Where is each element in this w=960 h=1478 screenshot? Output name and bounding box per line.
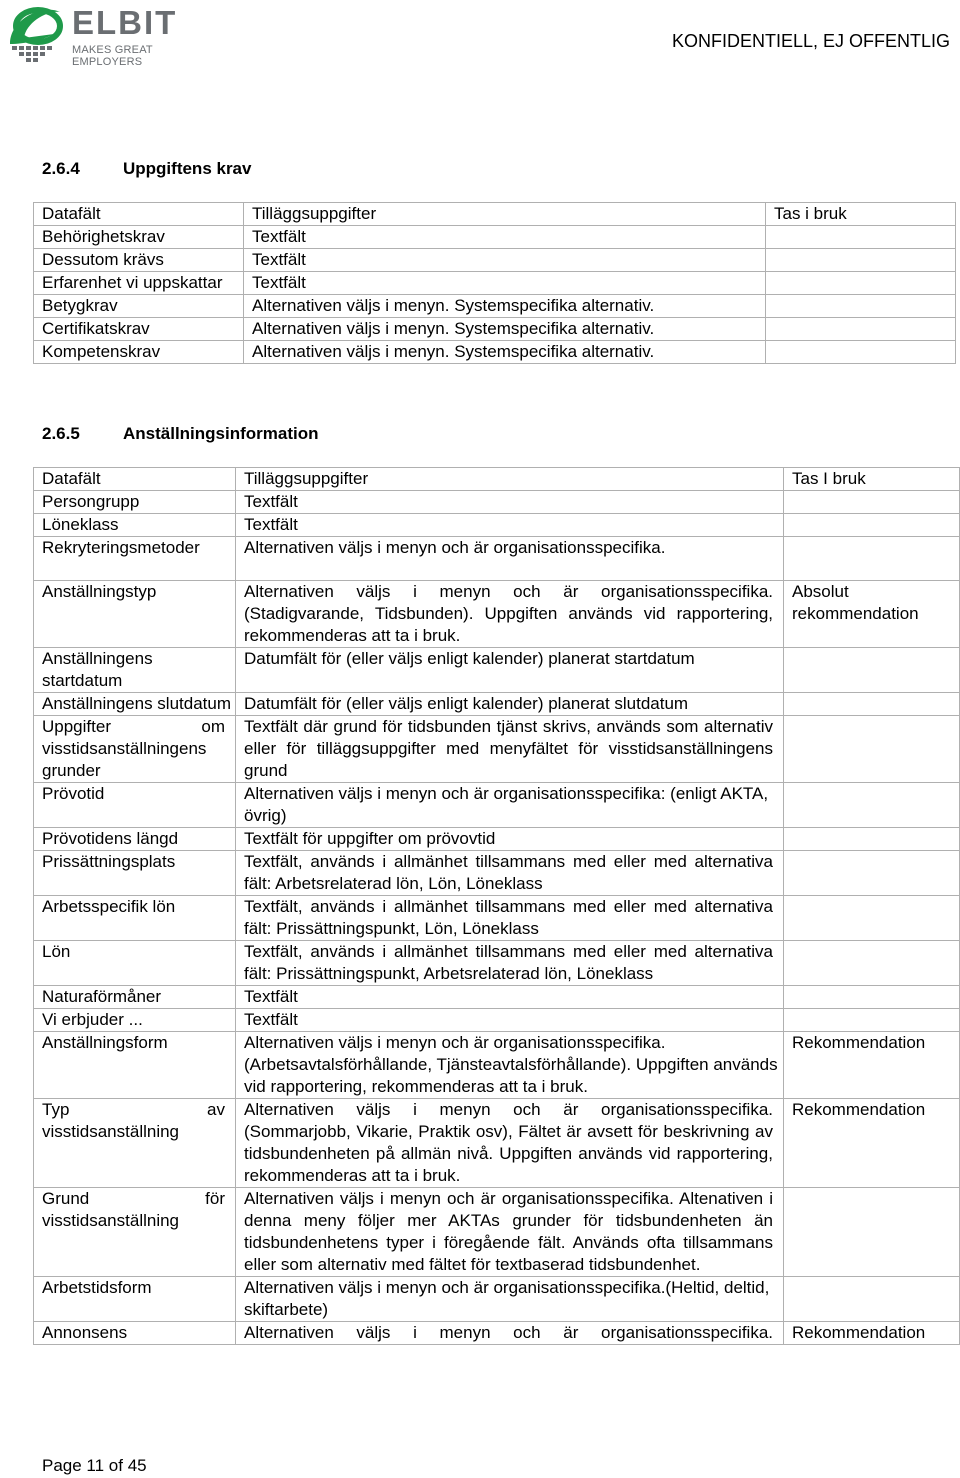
header-cell: Datafält — [34, 203, 244, 226]
field-usage — [784, 491, 960, 514]
employment-info-table — [33, 467, 960, 1345]
field-name: Behörighetskrav — [34, 226, 244, 249]
field-name: Arbetsspecifik lön — [34, 896, 236, 941]
field-usage — [784, 514, 960, 537]
field-description: Textfält — [244, 226, 766, 249]
table-row — [34, 828, 960, 851]
section-heading-2-6-4 — [42, 159, 251, 179]
field-description: Textfält för uppgifter om prövovtid — [236, 828, 784, 851]
field-name: Prövotid — [34, 783, 236, 828]
field-name: Grund för visstidsanställning — [34, 1188, 236, 1277]
field-name: Rekryteringsmetoder — [34, 537, 236, 581]
field-usage — [784, 828, 960, 851]
section-number: 2.6.5 — [42, 424, 80, 443]
field-description: Textfält, används i allmänhet tillsammans med eller med alternativa fält: Prissättningspunkt, Arbetsrelaterad lön, Löneklass — [236, 941, 784, 986]
field-description: Alternativen väljs i menyn och är organisationsspecifika. — [236, 537, 784, 581]
table-row — [34, 318, 956, 341]
field-name: Anställningens startdatum — [34, 648, 236, 693]
elbit-logo — [4, 4, 224, 68]
table-row — [34, 491, 960, 514]
field-description: Textfält — [236, 491, 784, 514]
field-description: Alternativen väljs i menyn och är organisationsspecifika. Altenativen i denna meny följer mer AKTAs grunder för tidsbundenheten än tidsbundenhetens typer i föregående fält. Används ofta tillsammans eller som alternativ med fältet för textbaserad tidsbundenhet. — [236, 1188, 784, 1277]
field-name: Typ av visstidsanställning — [34, 1099, 236, 1188]
field-description: Datumfält för (eller väljs enligt kalender) planerat startdatum — [236, 648, 784, 693]
table-row — [34, 1099, 960, 1188]
field-name: Prövotidens längd — [34, 828, 236, 851]
field-name: Löneklass — [34, 514, 236, 537]
field-usage — [766, 318, 956, 341]
field-usage — [766, 272, 956, 295]
field-usage — [784, 537, 960, 581]
table-row — [34, 341, 956, 364]
field-name: Vi erbjuder ... — [34, 1009, 236, 1032]
field-name: Uppgifter om visstidsanställningens grunder — [34, 716, 236, 783]
section-heading-2-6-5 — [42, 424, 319, 444]
field-name: Prissättningsplats — [34, 851, 236, 896]
field-name: Anställningsform — [34, 1032, 236, 1099]
table-row — [34, 986, 960, 1009]
table-row — [34, 941, 960, 986]
field-description: Alternativen väljs i menyn och är organisationsspecifika: (enligt AKTA, övrig) — [236, 783, 784, 828]
table-row — [34, 226, 956, 249]
table-row — [34, 648, 960, 693]
table-row — [34, 1277, 960, 1322]
page-number: Page 11 of 45 — [42, 1456, 147, 1475]
field-usage — [766, 341, 956, 364]
logo-wordmark: ELBIT — [72, 4, 178, 41]
header-cell: Tilläggsuppgifter — [244, 203, 766, 226]
field-description: Alternativen väljs i menyn och är organisationsspecifika. (Stadigvarande, Tidsbunden). Uppgiften används vid rapportering, rekommenderas att ta i bruk. — [236, 581, 784, 648]
field-name: Erfarenhet vi uppskattar — [34, 272, 244, 295]
field-usage — [784, 1277, 960, 1322]
field-description: Textfält — [244, 272, 766, 295]
field-name: Lön — [34, 941, 236, 986]
field-name: Arbetstidsform — [34, 1277, 236, 1322]
table-row — [34, 693, 960, 716]
field-description: Alternativen väljs i menyn och är organisationsspecifika. (Sommarjobb, Vikarie, Praktik osv), Fältet är avsett för beskrivning av tidsbundenheten på allmän nivå. Uppgiften används vid rapportering, rekommenderas att ta i bruk. — [236, 1099, 784, 1188]
field-usage — [784, 648, 960, 693]
field-usage — [766, 249, 956, 272]
field-name: Anställningens slutdatum — [34, 693, 236, 716]
header-cell: Datafält — [34, 468, 236, 491]
field-usage: Rekommendation — [784, 1032, 960, 1099]
field-name: Kompetenskrav — [34, 341, 244, 364]
field-name: Naturaförmåner — [34, 986, 236, 1009]
field-name: Certifikatskrav — [34, 318, 244, 341]
table-row — [34, 1322, 960, 1345]
table-row — [34, 1188, 960, 1277]
field-name: Dessutom krävs — [34, 249, 244, 272]
field-description: Alternativen väljs i menyn. Systemspecifika alternativ. — [244, 318, 766, 341]
field-description: Textfält där grund för tidsbunden tjänst skrivs, används som alternativ eller för tilläggsuppgifter med menyfältet för visstidsanställningens grund — [236, 716, 784, 783]
field-description: Datumfält för (eller väljs enligt kalender) planerat slutdatum — [236, 693, 784, 716]
table-row — [34, 851, 960, 896]
field-usage — [784, 896, 960, 941]
section-number: 2.6.4 — [42, 159, 80, 178]
table-header-row — [34, 203, 956, 226]
field-description: Textfält — [244, 249, 766, 272]
table-row — [34, 249, 956, 272]
field-usage: Rekommendation — [784, 1099, 960, 1188]
field-description: Textfält, används i allmänhet tillsammans med eller med alternativa fält: Arbetsrelaterad lön, Lön, Löneklass — [236, 851, 784, 896]
table-header-row — [34, 468, 960, 491]
confidentiality-label: KONFIDENTIELL, EJ OFFENTLIG — [671, 31, 950, 51]
table-row — [34, 514, 960, 537]
field-description: Alternativen väljs i menyn och är organisationsspecifika.(Heltid, deltid, skiftarbete) — [236, 1277, 784, 1322]
field-description: Textfält — [236, 1009, 784, 1032]
section-title: Anställningsinformation — [123, 424, 319, 443]
field-description: Textfält — [236, 514, 784, 537]
logo-mark-icon — [4, 4, 70, 64]
table-row — [34, 581, 960, 648]
field-usage — [784, 851, 960, 896]
field-usage — [766, 295, 956, 318]
field-usage — [784, 716, 960, 783]
header-cell: Tas i bruk — [766, 203, 956, 226]
field-usage — [784, 693, 960, 716]
logo-tagline: MAKES GREAT EMPLOYERS — [72, 44, 153, 68]
field-description: Alternativen väljs i menyn och är organisationsspecifika. (Arbetsavtalsförhållande, Tjänsteavtalsförhållande). Uppgiften används vid rapportering, rekommenderas att ta i bruk. — [236, 1032, 784, 1099]
table-row — [34, 537, 960, 581]
field-usage — [784, 783, 960, 828]
field-usage — [766, 226, 956, 249]
field-description: Textfält — [236, 986, 784, 1009]
table-row — [34, 1009, 960, 1032]
table-row — [34, 896, 960, 941]
table-row — [34, 272, 956, 295]
field-usage — [784, 986, 960, 1009]
table-row — [34, 1032, 960, 1099]
field-usage — [784, 1009, 960, 1032]
header-cell: Tilläggsuppgifter — [236, 468, 784, 491]
field-usage — [784, 1188, 960, 1277]
table-row — [34, 716, 960, 783]
field-name: Betygkrav — [34, 295, 244, 318]
table-row — [34, 783, 960, 828]
field-usage: Rekommendation — [784, 1322, 960, 1345]
field-usage — [784, 941, 960, 986]
header-cell: Tas I bruk — [784, 468, 960, 491]
field-name: Persongrupp — [34, 491, 236, 514]
field-name: Annonsens — [34, 1322, 236, 1345]
field-description: Alternativen väljs i menyn. Systemspecifika alternativ. — [244, 295, 766, 318]
field-description: Alternativen väljs i menyn och är organisationsspecifika. — [236, 1322, 784, 1345]
field-description: Alternativen väljs i menyn. Systemspecifika alternativ. — [244, 341, 766, 364]
field-name: Anställningstyp — [34, 581, 236, 648]
section-title: Uppgiftens krav — [123, 159, 252, 178]
field-usage: Absolut rekommendation — [784, 581, 960, 648]
requirements-table — [33, 202, 956, 364]
field-description: Textfält, används i allmänhet tillsammans med eller med alternativa fält: Prissättningspunkt, Lön, Löneklass — [236, 896, 784, 941]
table-row — [34, 295, 956, 318]
